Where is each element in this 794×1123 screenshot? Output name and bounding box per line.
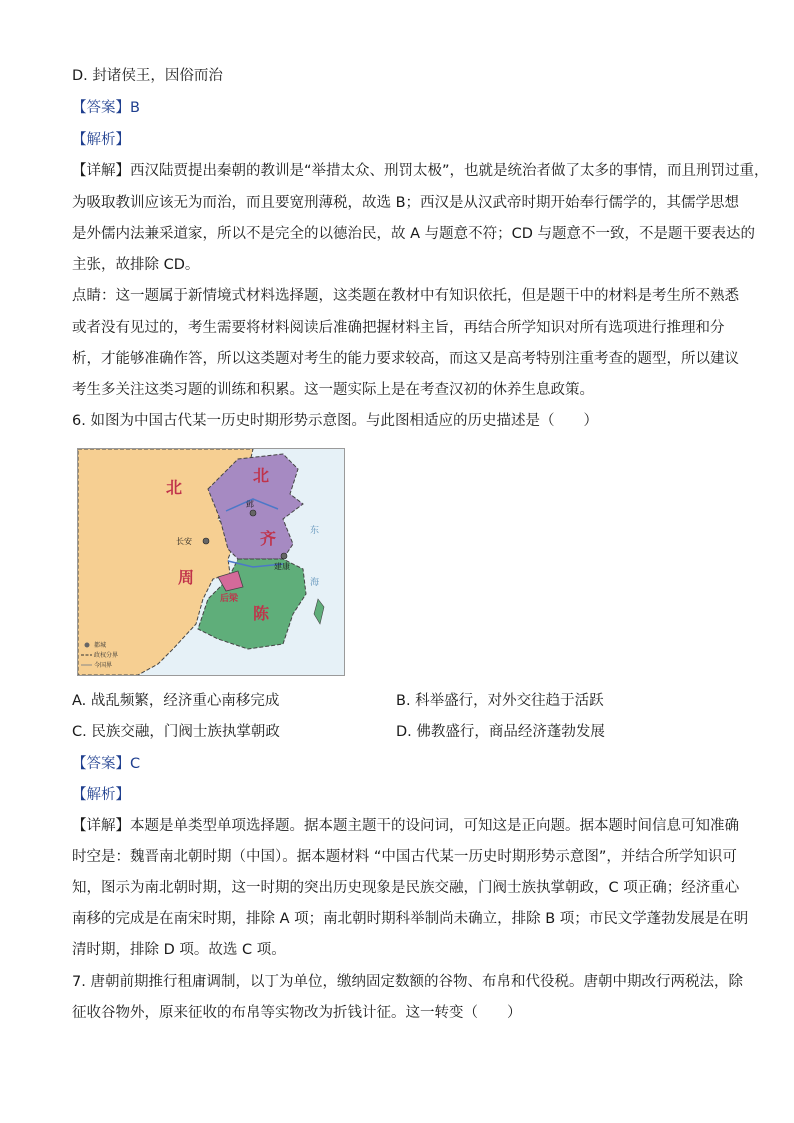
city-label: 邺 bbox=[246, 500, 254, 509]
q6-option-c: C. 民族交融，门阀士族执掌朝政 bbox=[72, 724, 280, 740]
legend-label: 政权分界 bbox=[94, 652, 119, 659]
q5-detail-line: 主张，故排除 CD。 bbox=[72, 257, 200, 273]
q6-detail-line: 南移的完成是在南宋时期，排除 A 项；南北朝时期科举制尚未确立，排除 B 项；市民文学蓬勃发展是在明 bbox=[72, 911, 749, 927]
q5-answer: 【答案】B bbox=[72, 100, 140, 116]
capital-marker bbox=[281, 553, 287, 559]
q6-detail-line: 时空是：魏晋南北朝时期（中国）。据本题材料 “中国古代某一历史时期形势示意图”，并结合所学知识可 bbox=[72, 849, 737, 865]
capital-marker bbox=[203, 538, 209, 544]
q5-detail-line: 【详解】西汉陆贾提出秦朝的教训是“举措太众、刑罚太极”，也就是统治者做了太多的事情，而且刑罚过重， bbox=[72, 163, 769, 179]
q5-note-line: 析，才能够准确作答，所以这类题对考生的能力要求较高，而这又是高考特别注重考查的题型，所以建议 bbox=[72, 351, 739, 367]
q6-option-d: D. 佛教盛行，商品经济蓬勃发展 bbox=[396, 724, 605, 740]
q6-stem: 6. 如图为中国古代某一历史时期形势示意图。与此图相适应的历史描述是（ ） bbox=[72, 413, 598, 429]
q6-analysis-heading: 【解析】 bbox=[72, 787, 130, 803]
legend-label: 今国界 bbox=[94, 662, 113, 669]
city-label: 建康 bbox=[274, 562, 290, 571]
region-label: 周 bbox=[178, 568, 195, 587]
sea-label: 海 bbox=[310, 578, 320, 588]
prev-option-d: D. 封诸侯王，因俗而治 bbox=[72, 68, 223, 84]
region-label: 陈 bbox=[253, 604, 270, 623]
q7-stem-line: 7. 唐朝前期推行租庸调制，以丁为单位，缴纳固定数额的谷物、布帛和代役税。唐朝中期改行两税法，除 bbox=[72, 974, 743, 990]
sea-label: 东 bbox=[310, 526, 320, 536]
q6-detail-line: 知，图示为南北朝时期，这一时期的突出历史现象是民族交融，门阀士族执掌朝政，C 项正确；经济重心 bbox=[72, 880, 740, 896]
q6-option-b: B. 科举盛行，对外交往趋于活跃 bbox=[396, 693, 604, 709]
q7-stem-line: 征收谷物外，原来征收的布帛等实物改为折钱计征。这一转变（ ） bbox=[72, 1005, 522, 1021]
q5-detail-line: 是外儒内法兼采道家，所以不是完全的以德治民，故 A 与题意不符；CD 与题意不一致，不是题干要表达的 bbox=[72, 226, 756, 242]
map-svg bbox=[78, 449, 344, 675]
region-label: 后梁 bbox=[220, 594, 239, 604]
q5-detail-line: 为吸取教训应该无为而治，而且要宽刑薄税，故选 B；西汉是从汉武帝时期开始奉行儒学的，其儒学思想 bbox=[72, 195, 740, 211]
historical-map bbox=[77, 448, 345, 676]
q6-detail-line: 【详解】本题是单类型单项选择题。据本题主题干的设问词，可知这是正向题。据本题时间信息可知准确 bbox=[72, 818, 739, 834]
region-label: 北 bbox=[253, 466, 270, 485]
city-label: 长安 bbox=[176, 537, 192, 546]
legend-label: 都城 bbox=[94, 642, 107, 649]
region-label: 北 bbox=[166, 478, 183, 497]
legend-capital-icon bbox=[85, 643, 90, 648]
q6-option-a: A. 战乱频繁，经济重心南移完成 bbox=[72, 693, 280, 709]
q5-note-line: 点睛：这一题属于新情境式材料选择题，这类题在教材中有知识依托，但是题干中的材料是考生所不熟悉 bbox=[72, 288, 739, 304]
region-label: 齐 bbox=[260, 529, 277, 548]
q5-note-line: 或者没有见过的，考生需要将材料阅读后准确把握材料主旨，再结合所学知识对所有选项进行推理和分 bbox=[72, 320, 725, 336]
q6-detail-line: 清时期，排除 D 项。故选 C 项。 bbox=[72, 942, 286, 958]
q6-answer: 【答案】C bbox=[72, 756, 141, 772]
q5-note-line: 考生多关注这类习题的训练和积累。这一题实际上是在考查汉初的休养生息政策。 bbox=[72, 382, 594, 398]
q5-analysis-heading: 【解析】 bbox=[72, 132, 130, 148]
capital-marker bbox=[250, 510, 256, 516]
